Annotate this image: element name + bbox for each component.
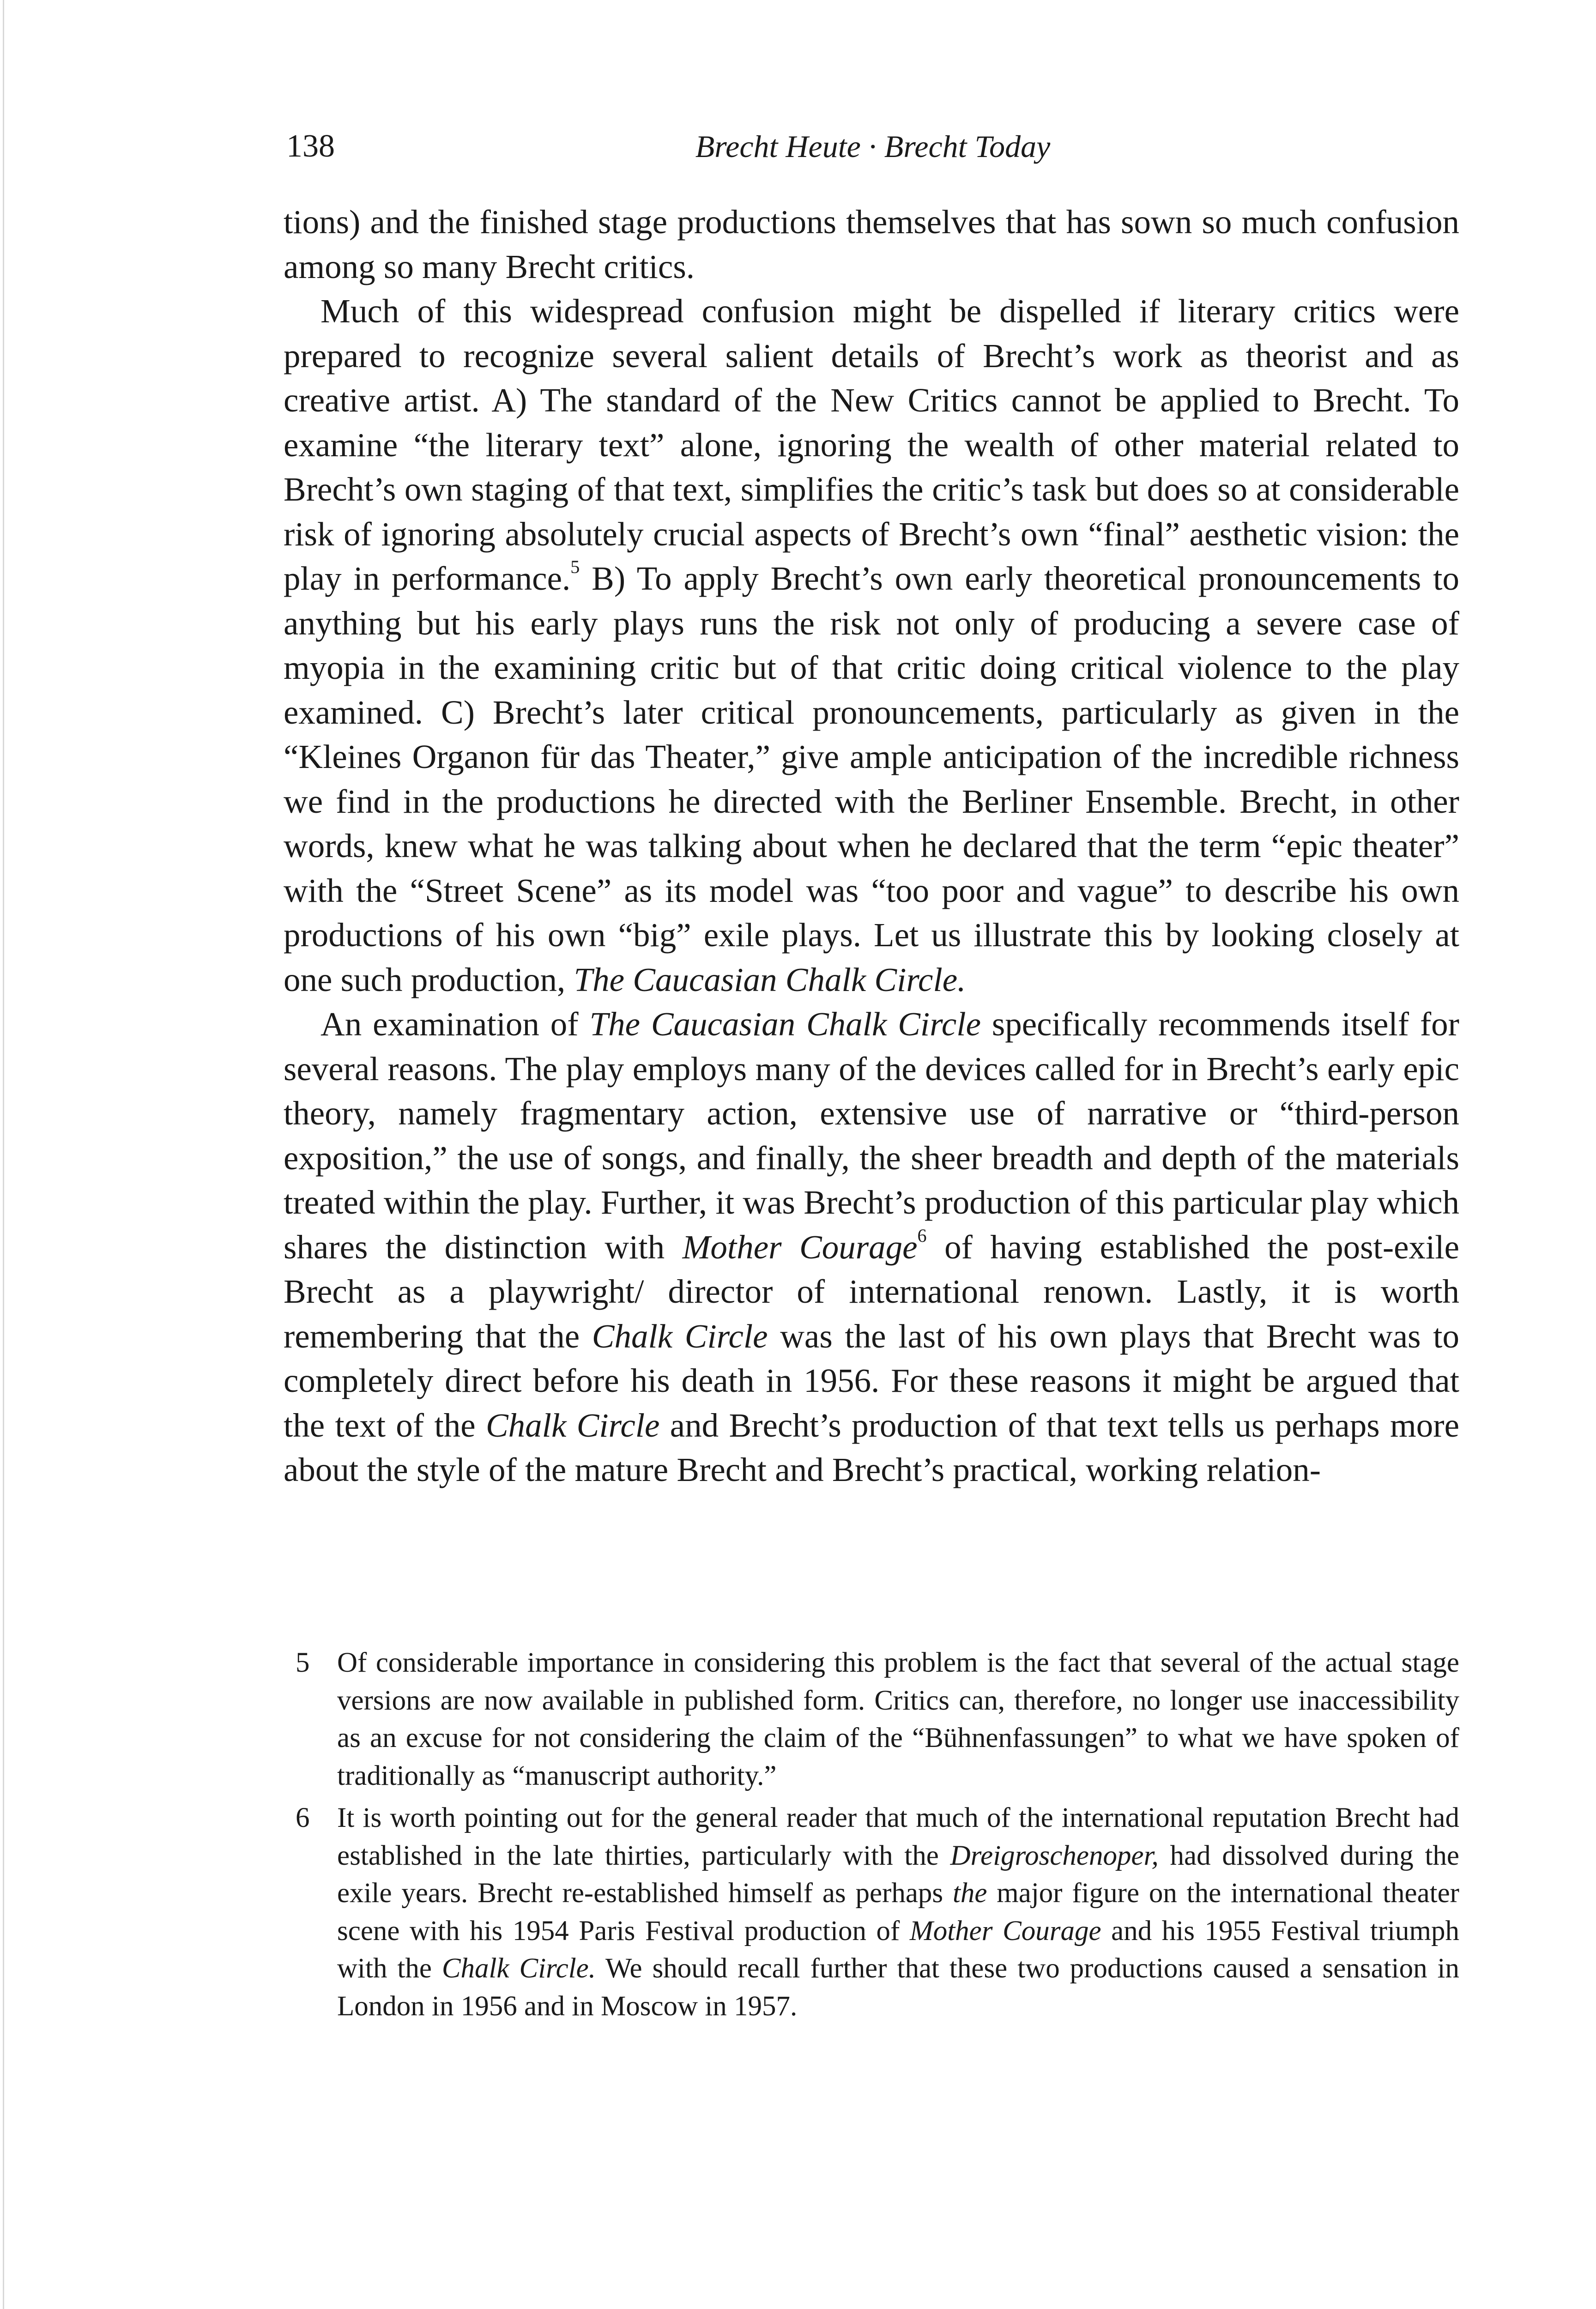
footnote-ref-5: 5 xyxy=(570,556,580,577)
paragraph-2: Much of this widespread confusion might be dispelled if literary critics were prepared to recognize several salient details of Brecht’s work as theorist and as creative artist. A) The standard of the New Critics cannot be applied to Brecht. To examine “the literary text” alone, ignoring the wealth of other material related to Brecht’s own staging of that text, simplifies the critic’s task but does so at considerable risk of ignoring absolutely crucial aspects of Brecht’s own “final” aesthetic vision: the play in performance.$^5$ B) To apply Brecht’s own early theoretical pronouncements to anything but his early plays runs the risk not only of producing a severe case of myopia in the examining critic but of that critic doing critical violence to the play examined. C) Brecht’s later critical pronouncements, particularly as given in the “Kleines Organon für das Theater,” give ample anticipation of the incredible richness we find in the productions he directed with the Berliner Ensemble. Brecht, in other words, knew what he was talking about when he declared that the term “epic theater” with the “Street Scene” as its model was “too poor and vague” to describe his own productions of his own “big” exile plays. Let us illustrate this by looking closely at one such production, The Caucasian Chalk Circle. xyxy=(284,292,1459,998)
play-title: Chalk Circle xyxy=(592,1317,768,1355)
footnote-5 xyxy=(296,1644,1459,1795)
page-edge xyxy=(3,0,4,2309)
footnote-ref-6: 6 xyxy=(917,1225,927,1246)
play-title: The Caucasian Chalk Circle xyxy=(589,1005,981,1043)
paragraph-1: tions) and the finished stage productions themselves that has sown so much confusion among so many Brecht critics. xyxy=(284,203,1459,285)
play-title: Mother Courage xyxy=(682,1228,918,1266)
main-text xyxy=(284,200,1459,1493)
footnotes xyxy=(296,1644,1459,2030)
play-title: The Caucasian Chalk Circle. xyxy=(574,961,966,998)
footnote-text: Of considerable importance in considering this problem is the fact that several of the actual stage versions are now available in published form. Critics can, therefore, no longer use inaccessibility as an excuse for not considering the claim of the “Bühnenfassungen” to what we have spoken of traditionally as “manuscript authority.” xyxy=(337,1647,1459,1791)
opera-title: Dreigroschenoper, xyxy=(950,1840,1159,1871)
page-number: 138 xyxy=(286,128,335,164)
play-title: Mother Courage xyxy=(909,1915,1101,1946)
footnote-number: 6 xyxy=(296,1802,310,1833)
play-title: Chalk Circle. xyxy=(441,1953,596,1984)
play-title: Chalk Circle xyxy=(485,1406,660,1444)
emphasis: the xyxy=(952,1878,987,1909)
footnote-number: 5 xyxy=(296,1647,310,1678)
page-header xyxy=(286,121,1459,172)
paragraph-3: An examination of The Caucasian Chalk Circle specifically recommends itself for several reasons. The play employs many of the devices called for in Brecht’s early epic theory, namely fragmentary action, extensive use of narrative or “third-person exposition,” the use of songs, and finally, the sheer breadth and depth of the materials treated within the play. Further, it was Brecht’s production of this particular play which shares the distinction with Mother Courage$^6$ of having established the post-exile Brecht as a playwright/ director of international renown. Lastly, it is worth remembering that the Chalk Circle was the last of his own plays that Brecht was to completely direct before his death in 1956. For these reasons it might be argued that the text of the Chalk Circle and Brecht’s production of that text tells us perhaps more about the style of the mature Brecht and Brecht’s practical, working relation- xyxy=(284,1005,1460,1488)
running-title: Brecht Heute · Brecht Today xyxy=(695,129,1051,164)
footnote-6: 6 It is worth pointing out for the general reader that much of the international reputation Brecht had established in the late thirties, particularly with the Dreigroschenoper, had dissolved during the exile years. Brecht re-established himself as perhaps the major figure on the international theater scene with his 1954 Paris Festival production of Mother Courage and his 1955 Festival triumph with the Chalk Circle. We should recall further that these two productions caused a sensation in London in 1956 and in Moscow in 1957. xyxy=(296,1799,1459,2025)
